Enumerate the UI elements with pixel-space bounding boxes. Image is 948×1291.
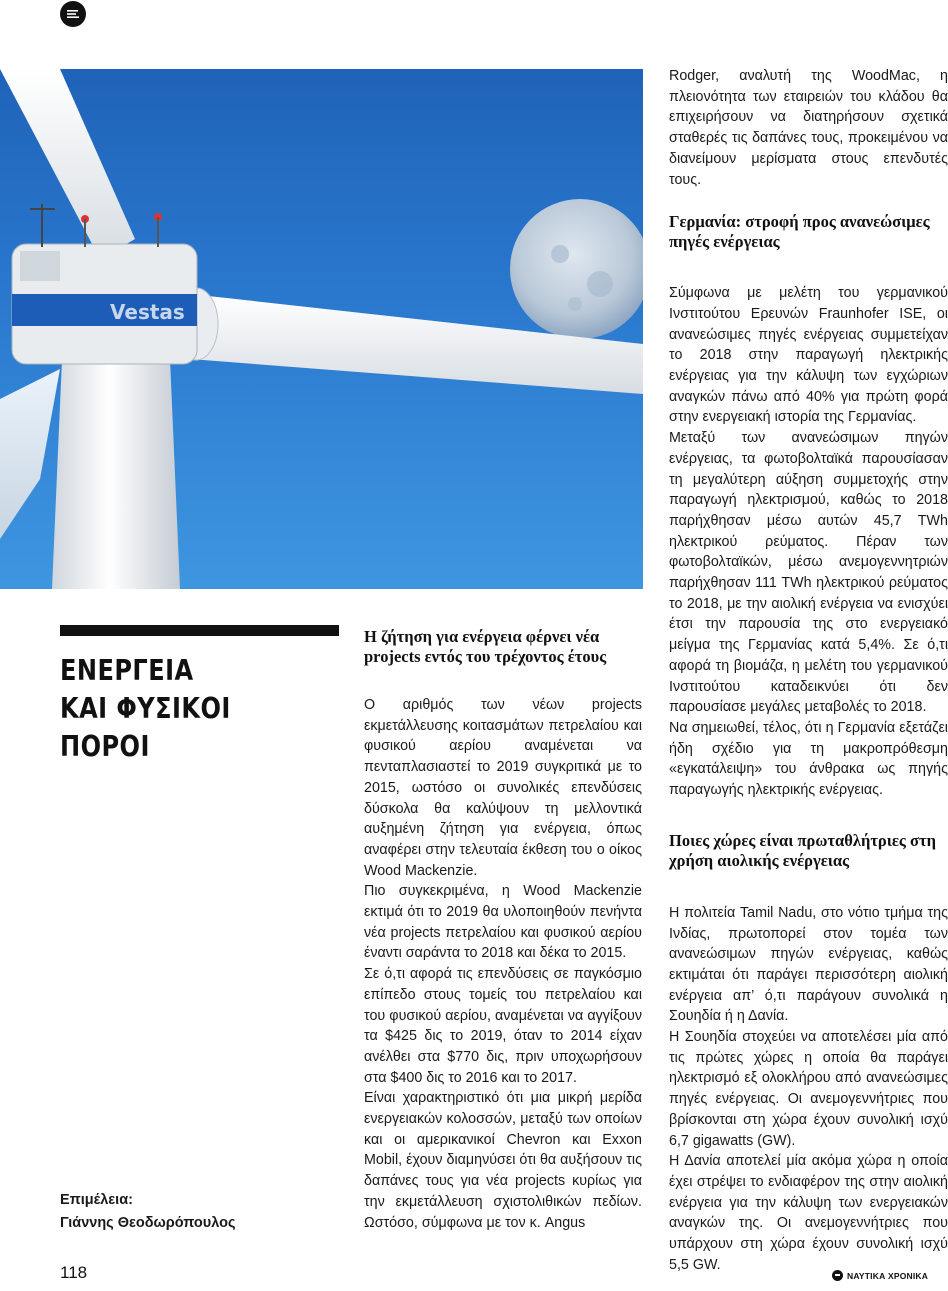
article-paragraph: Η Σουηδία στοχεύει να αποτελέσει μία από τις πρώτες χώρες η οποία θα παράγει ηλεκτρισμό εξ ολοκλήρου από ανανεώσιμες πηγές ενέργειας. Οι ανεμογεννήτριες που βρίσκονται στη χώρα έχουν συνολική ισχύ 6,7 gigawatts (GW).: [669, 1029, 948, 1149]
page-number: 118: [60, 1263, 88, 1282]
article-paragraph: Μεταξύ των ανανεώσιμων πηγών ενέργειας, τα φωτοβολταϊκά παρουσίασαν τη μεγαλύτερη αύξηση συμμετοχής στην παραγωγή ηλεκτρισμού, καθώς το 2018 παρήχθησαν μέσω αυτών 45,7 TWh ηλεκτρικού ρεύματος. Πέραν των φωτοβολταϊκών, μέσω ανεμογεννητριών παρήχθησαν 111 TWh ηλεκτρικού ρεύματος το 2018, με την αιολική ενέργεια να ενισχύει έτσι την παρουσία της στο ενεργειακό μείγμα της Γερμανίας κατά 5,4%. Σε ό,τι αφορά τη βιομάζα, η μελέτη του γερμανικού Ινστιτούτου καταδεικνύει ότι δεν παρουσίασε μεγάλες μεταβολές το 2018.: [669, 430, 948, 716]
section-title-line2: ΚΑΙ ΦΥΣΙΚΟΙ ΠΟΡΟΙ: [60, 692, 231, 763]
article-paragraph: Ο αριθμός των νέων projects εκμετάλλευσης κοιτασμάτων πετρελαίου και φυσικού αερίου αναμένεται να πενταπλασιαστεί το 2019 συγκριτικά με το 2015, ωστόσο οι συνολικές επενδύσεις δύσκολα θα καλύψουν τη μελλοντικά αυξημένη ζήτηση για ενέργεια, όπως αναφέρει στην τελευταία έκθεση του ο οίκος Wood Mackenzie.: [364, 697, 642, 879]
article-demand-heading: Η ζήτηση για ενέργεια φέρνει νέα projects εντός του τρέχοντος έτους: [364, 627, 607, 666]
article-wind-leaders-heading: Ποιες χώρες είναι πρωταθλήτριες στη χρήση αιολικής ενέργειας: [669, 830, 936, 870]
section-title-line1: ΕΝΕΡΓΕΙΑ: [60, 654, 194, 687]
right-column: [669, 66, 948, 1275]
magazine-logo-icon: [60, 1, 86, 27]
footer-brand: [832, 1270, 928, 1281]
wind-turbine-photo: [0, 69, 643, 589]
article-paragraph: Η Δανία αποτελεί μία ακόμα χώρα η οποία έχει στρέψει το ενδιαφέρον της στην αιολική ενέργεια για την κάλυψη των ενεργειακών αναγκών της. Οι ανεμογεννήτριες που υπάρχουν στη χώρα έχουν συνολική ισχύ 5,5 GW.: [669, 1153, 948, 1273]
credit-name: Γιάννης Θεοδωρόπουλος: [60, 1215, 236, 1231]
article-paragraph: Πιο συγκεκριμένα, η Wood Mackenzie εκτιμά ότι το 2019 θα υλοποιηθούν πενήντα νέα projects πετρελαίου και φυσικού αερίου έναντι σαράντα το 2018 και δέκα το 2015.: [364, 883, 642, 962]
article-paragraph: Η πολιτεία Tamil Nadu, στο νότιο τμήμα της Ινδίας, πρωτοπορεί στον τομέα των ανανεώσιμων πηγών ενέργειας, καθώς εκτιμάται ότι παράγει περισσότερη αιολική ενέργεια απ’ ό,τι παράγουν συνολικά η Σουηδία ή η Δανία.: [669, 904, 948, 1025]
section-divider: [60, 625, 339, 636]
section-title: [60, 652, 318, 766]
article-paragraph: Σύμφωνα με μελέτη του γερμανικού Ινστιτούτου Ερευνών Fraunhofer ISE, οι ανανεώσιμες πηγές ενέργειας συμμετείχαν το 2018 στην παραγωγή ηλεκτρικής ενέργειας για την κάλυψη των εγχώριων αναγκών πάνω από 40% για πρώτη φορά στην ενεργειακή ιστορία της Γερμανίας.: [669, 285, 948, 426]
article-paragraph: Να σημειωθεί, τέλος, ότι η Γερμανία εξετάζει ήδη σχέδιο για τη μακροπρόθεσμη «εγκατάλειψη» του άνθρακα ως πηγής παραγωγής ηλεκτρικής ενέργειας.: [669, 719, 948, 799]
brand-logo-icon: [832, 1270, 843, 1281]
brand-name: ΝΑΥΤΙΚΑ ΧΡΟΝΙΚΑ: [847, 1270, 929, 1281]
nacelle-brand: Vestas: [110, 300, 185, 324]
article-demand-column: [364, 627, 642, 1233]
article-continuation: Rodger, αναλυτή της WoodMac, η πλειονότητα των εταιρειών του κλάδου θα επιχειρήσουν να διατηρήσουν σχετικά σταθερές τις δαπάνες τους, προκειμένου να διανείμουν μερίσματα στους επενδυτές τους.: [669, 68, 948, 188]
article-paragraph: Σε ό,τι αφορά τις επενδύσεις σε παγκόσμιο επίπεδο στους τομείς του πετρελαίου και του φυσικού αερίου, αναμένεται να αγγίξουν τα $425 δις το 2019, όταν το 2014 είχαν ανέλθει στα $770 δις, πριν υποχωρήσουν στα $400 δις το 2016 και το 2017.: [364, 966, 642, 1086]
credit-label: Επιμέλεια:: [60, 1192, 133, 1208]
article-paragraph: Είναι χαρακτηριστικό ότι μια μικρή μερίδα ενεργειακών κολοσσών, μεταξύ των οποίων και οι αμερικανικοί Chevron και Exxon Mobil, έχουν διαμηνύσει ότι θα αυξήσουν τις δαπάνες τους για νέα projects κυρίως για την εκμετάλλευση σχιστολιθικών πεδίων. Ωστόσο, σύμφωνα με τον κ. Angus: [364, 1090, 642, 1231]
article-germany-heading: Γερμανία: στροφή προς ανανεώσιμες πηγές ενέργειας: [669, 212, 930, 252]
moon: [510, 199, 643, 339]
editor-credit: [60, 1189, 236, 1235]
